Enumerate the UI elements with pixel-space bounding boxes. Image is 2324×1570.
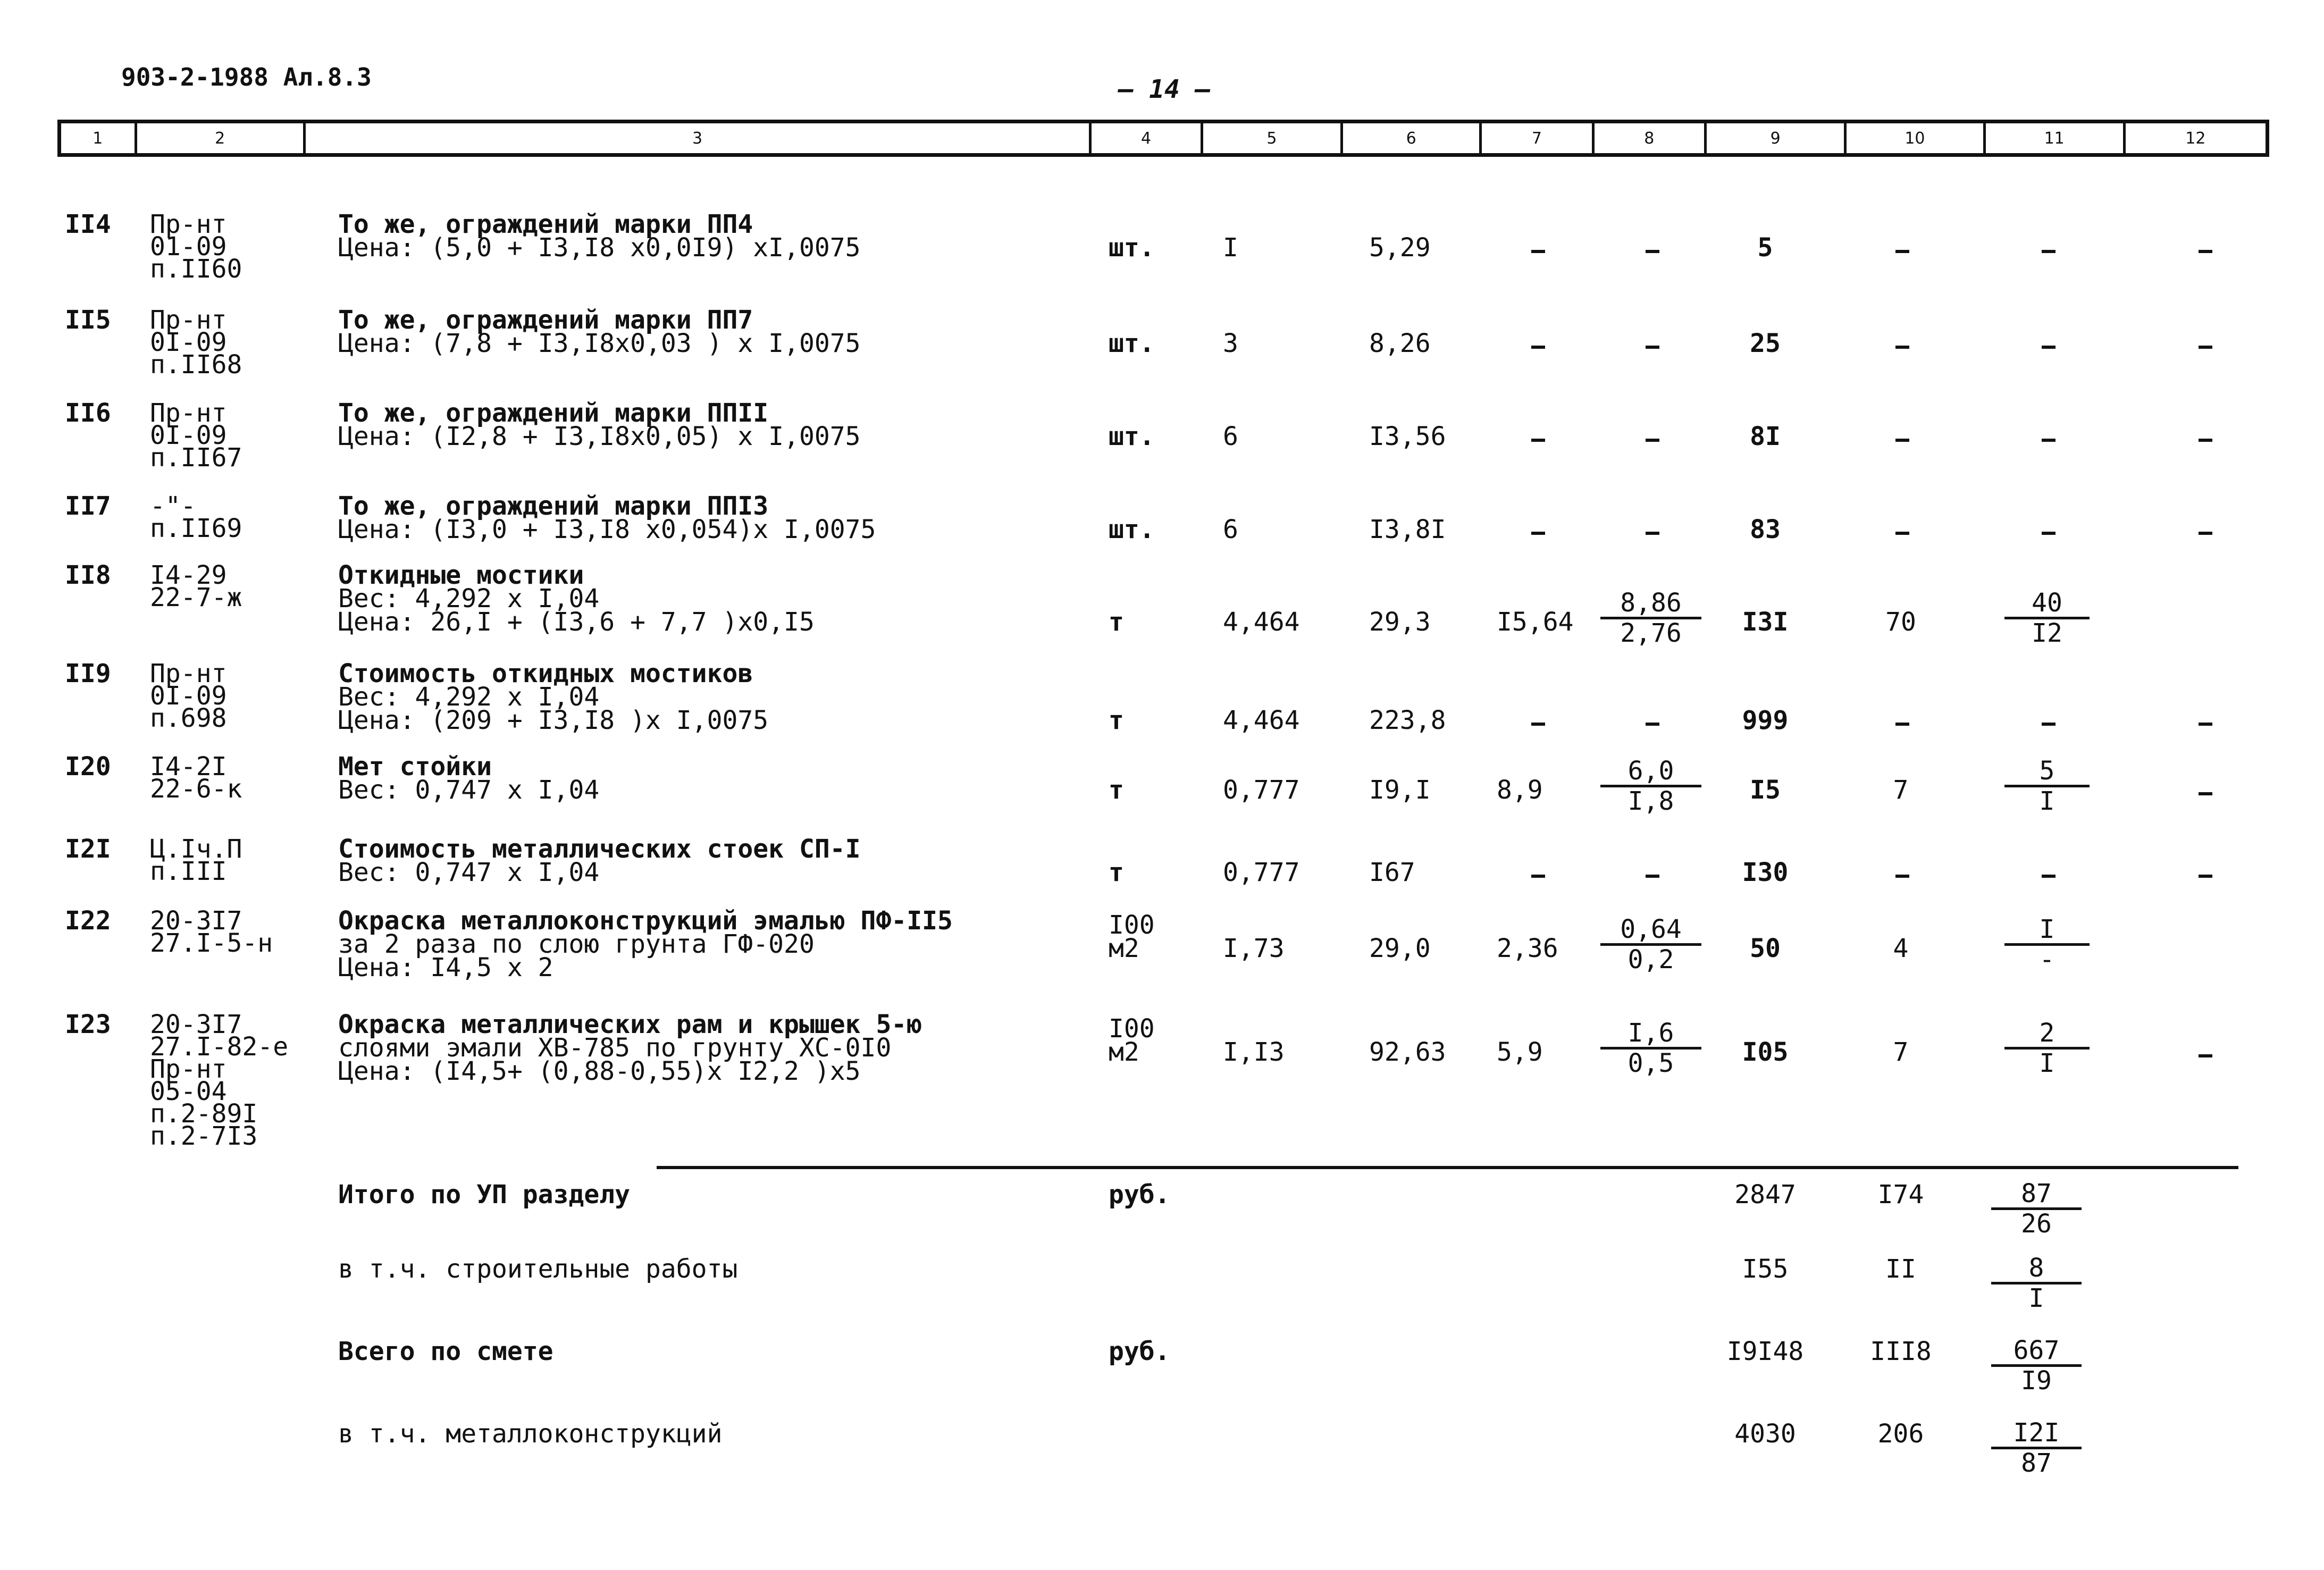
row-description-line: То же, ограждений марки ППII: [338, 398, 769, 428]
summary-col11-fraction: [1991, 1180, 2082, 1238]
row-col11-fraction: [2004, 589, 2090, 647]
summary-col11-numerator: I2I: [1991, 1419, 2082, 1449]
row-quantity: I: [1223, 233, 1238, 263]
row-description-line: за 2 раза по слою грунта ГФ-020: [338, 929, 815, 959]
row-unit: I00 м2: [1109, 910, 1155, 963]
summary-unit: руб.: [1109, 1180, 1170, 1210]
row-unit-price: 92,63: [1369, 1037, 1446, 1067]
row-col7: [1531, 532, 1545, 535]
summary-col11-denominator: I9: [2021, 1366, 2052, 1396]
row-reference-line: Пр-нт: [150, 305, 227, 335]
row-description-line: Вес: 4,292 х I,04: [338, 682, 600, 712]
row-reference-line: 01-09: [150, 232, 227, 262]
row-col11: [2042, 875, 2055, 878]
row-reference-line: п.II60: [150, 254, 242, 284]
column-header: 11: [1986, 123, 2126, 153]
row-number: I20: [65, 752, 111, 782]
row-description-line: Цена: (5,0 + I3,I8 х0,0I9) хI,0075: [338, 233, 861, 263]
row-quantity: 4,464: [1223, 706, 1300, 735]
summary-col11-denominator: 87: [2021, 1448, 2052, 1478]
row-description-line: Цена: (I2,8 + I3,I8х0,05) х I,0075: [338, 422, 861, 451]
row-quantity: 3: [1223, 329, 1238, 358]
row-description-line: Цена: I4,5 х 2: [338, 953, 553, 983]
row-col8-fraction-denominator: I,8: [1627, 786, 1674, 816]
row-col11: [2042, 250, 2055, 253]
row-unit: т: [1109, 706, 1124, 735]
row-reference-line: 0I-09: [150, 421, 227, 450]
row-unit-price: I3,56: [1369, 422, 1446, 451]
row-reference-line: I4-29: [150, 560, 227, 590]
row-unit-price: I67: [1369, 858, 1415, 887]
row-reference-line: п.III: [150, 857, 227, 886]
row-col8-fraction-denominator: 2,76: [1620, 618, 1682, 648]
row-reference-line: Ц.Iч.П: [150, 834, 242, 864]
row-col11-fraction-numerator: 5: [2004, 757, 2090, 787]
row-unit: шт.: [1109, 233, 1155, 263]
row-unit-price: 8,26: [1369, 329, 1431, 358]
document-code: 903-2-1988 Ал.8.3: [121, 63, 372, 91]
row-number: I22: [65, 906, 111, 936]
row-col12: [2199, 1054, 2212, 1057]
row-unit-price: 223,8: [1369, 706, 1446, 735]
row-col11-fraction-numerator: 2: [2004, 1019, 2090, 1050]
column-header: 8: [1595, 123, 1707, 153]
row-col11: [2042, 439, 2055, 442]
row-col12: [2199, 532, 2212, 535]
row-col11-fraction-denominator: -: [2039, 945, 2055, 975]
row-col7: 8,9: [1497, 775, 1543, 805]
page-number: — 14 —: [1118, 74, 1211, 104]
row-col12: [2199, 439, 2212, 442]
total-separator-line: [657, 1166, 2238, 1169]
row-description-line: Цена: (209 + I3,I8 )х I,0075: [338, 706, 769, 735]
row-col10: [1895, 723, 1909, 726]
row-quantity: I,I3: [1223, 1037, 1285, 1067]
row-col7: [1531, 439, 1545, 442]
column-header: 6: [1343, 123, 1482, 153]
row-col11-fraction: [2004, 916, 2090, 973]
row-col8-fraction-numerator: I,6: [1600, 1019, 1701, 1050]
row-col7: [1531, 346, 1545, 349]
row-reference-line: 20-3I7: [150, 1010, 242, 1039]
row-col8: [1646, 346, 1659, 349]
row-total: I3I: [1742, 607, 1789, 637]
row-unit: шт.: [1109, 329, 1155, 358]
column-header: 9: [1707, 123, 1847, 153]
row-col8-fraction-numerator: 6,0: [1600, 757, 1701, 787]
row-col8-fraction-denominator: 0,5: [1627, 1048, 1674, 1078]
row-col8-fraction: [1600, 916, 1701, 973]
row-col11-fraction-numerator: 40: [2004, 589, 2090, 619]
row-quantity: 6: [1223, 515, 1238, 544]
row-unit: т: [1109, 607, 1124, 637]
row-description-line: Стоимость металлических стоек СП-I: [338, 834, 861, 864]
row-col12: [2199, 792, 2212, 795]
summary-label: Всего по смете: [338, 1337, 553, 1366]
row-unit: шт.: [1109, 515, 1155, 544]
column-header: 3: [306, 123, 1092, 153]
row-reference-line: п.II68: [150, 350, 242, 380]
summary-label: в т.ч. строительные работы: [338, 1254, 738, 1284]
row-description-line: То же, ограждений марки ПП7: [338, 305, 753, 335]
row-unit-price: I3,8I: [1369, 515, 1446, 544]
row-col11-fraction-denominator: I: [2039, 786, 2055, 816]
row-col7: I5,64: [1497, 607, 1574, 637]
row-description-line: Цена: (7,8 + I3,I8х0,03 ) х I,0075: [338, 329, 861, 358]
row-col7: [1531, 723, 1545, 726]
row-number: II6: [65, 398, 111, 428]
row-reference-line: 22-6-к: [150, 774, 242, 804]
row-number: II5: [65, 305, 111, 335]
row-unit: т: [1109, 775, 1124, 805]
summary-col11-fraction: [1991, 1419, 2082, 1477]
row-quantity: I,73: [1223, 934, 1285, 963]
column-header: 5: [1203, 123, 1343, 153]
row-number: I23: [65, 1010, 111, 1039]
summary-total: 2847: [1734, 1180, 1796, 1210]
row-col7: [1531, 875, 1545, 878]
summary-total: I55: [1742, 1254, 1789, 1284]
column-header: 10: [1847, 123, 1985, 153]
summary-total: I9I48: [1726, 1337, 1804, 1366]
row-unit: I00 м2: [1109, 1014, 1155, 1067]
row-description-line: Окраска металлоконструкций эмалью ПФ-II5: [338, 906, 953, 936]
row-description-line: Окраска металлических рам и крышек 5-ю: [338, 1010, 922, 1039]
summary-col11-fraction: [1991, 1337, 2082, 1395]
row-total: 999: [1742, 706, 1789, 735]
summary-col11-numerator: 8: [1991, 1254, 2082, 1284]
column-header: 7: [1482, 123, 1594, 153]
row-description-line: Цена: 26,I + (I3,6 + 7,7 )х0,I5: [338, 607, 815, 637]
row-reference-line: п.698: [150, 703, 227, 733]
summary-col11-denominator: 26: [2021, 1209, 2052, 1239]
row-col10: 7: [1893, 1037, 1909, 1067]
row-number: I2I: [65, 834, 111, 864]
row-col10: 70: [1885, 607, 1916, 637]
summary-label: в т.ч. металлоконструкций: [338, 1419, 723, 1449]
row-unit-price: 29,0: [1369, 934, 1431, 963]
row-quantity: 0,777: [1223, 858, 1300, 887]
row-col11: [2042, 532, 2055, 535]
row-total: I5: [1750, 775, 1781, 805]
row-col8-fraction: [1600, 1019, 1701, 1077]
row-col12: [2199, 250, 2212, 253]
row-total: I30: [1742, 858, 1789, 887]
row-col8: [1646, 250, 1659, 253]
row-col11-fraction-denominator: I2: [2032, 618, 2062, 648]
row-col11-fraction: [2004, 1019, 2090, 1077]
summary-col11-numerator: 87: [1991, 1180, 2082, 1210]
row-reference-line: 22-7-ж: [150, 583, 242, 612]
row-unit: т: [1109, 858, 1124, 887]
row-quantity: 0,777: [1223, 775, 1300, 805]
row-total: 8I: [1750, 422, 1781, 451]
row-reference-line: п.II67: [150, 443, 242, 473]
row-reference-line: Пр-нт: [150, 1054, 227, 1084]
row-reference-line: Пр-нт: [150, 209, 227, 239]
row-reference-line: 27.I-82-е: [150, 1032, 289, 1062]
row-col12: [2199, 346, 2212, 349]
summary-col11-fraction: [1991, 1254, 2082, 1312]
row-col7: [1531, 250, 1545, 253]
summary-col11-numerator: 667: [1991, 1337, 2082, 1367]
row-col10: [1895, 532, 1909, 535]
row-unit: шт.: [1109, 422, 1155, 451]
row-col8: [1646, 723, 1659, 726]
row-description-line: То же, ограждений марки ППI3: [338, 491, 769, 521]
row-col10: [1895, 250, 1909, 253]
row-quantity: 6: [1223, 422, 1238, 451]
row-reference-line: п.2-89I: [150, 1099, 258, 1129]
row-col7: 5,9: [1497, 1037, 1543, 1067]
row-unit-price: I9,I: [1369, 775, 1431, 805]
summary-col10: II: [1885, 1254, 1916, 1284]
row-description-line: Цена: (I3,0 + I3,I8 х0,054)х I,0075: [338, 515, 876, 544]
row-description-line: Мет стойки: [338, 752, 492, 782]
row-col8-fraction-numerator: 0,64: [1600, 916, 1701, 946]
row-number: II9: [65, 659, 111, 689]
row-col11: [2042, 346, 2055, 349]
row-reference-line: Пр-нт: [150, 398, 227, 428]
row-col10: [1895, 439, 1909, 442]
summary-col10: I74: [1877, 1180, 1924, 1210]
row-col10: [1895, 875, 1909, 878]
row-total: 25: [1750, 329, 1781, 358]
row-total: I05: [1742, 1037, 1789, 1067]
summary-col10: III8: [1870, 1337, 1932, 1366]
row-reference-line: I4-2I: [150, 752, 227, 782]
row-col12: [2199, 723, 2212, 726]
row-reference-line: п.2-7I3: [150, 1121, 258, 1151]
row-description-line: Цена: (I4,5+ (0,88-0,55)х I2,2 )х5: [338, 1056, 861, 1086]
row-col11-fraction-denominator: I: [2039, 1048, 2055, 1078]
row-col10: 4: [1893, 934, 1909, 963]
row-total: 50: [1750, 934, 1781, 963]
column-header-row: [57, 120, 2269, 157]
row-quantity: 4,464: [1223, 607, 1300, 637]
row-reference-line: 05-04: [150, 1077, 227, 1106]
summary-col11-denominator: I: [2028, 1283, 2044, 1313]
row-reference-line: 0I-09: [150, 681, 227, 711]
row-description-line: слоями эмали ХВ-785 по грунту ХС-0I0: [338, 1033, 892, 1063]
row-col7: 2,36: [1497, 934, 1558, 963]
summary-unit: руб.: [1109, 1337, 1170, 1366]
row-col10: [1895, 346, 1909, 349]
row-col8: [1646, 532, 1659, 535]
row-col8: [1646, 875, 1659, 878]
row-col8-fraction: [1600, 757, 1701, 815]
row-description-line: Вес: 0,747 х I,04: [338, 775, 600, 805]
column-header: 1: [61, 123, 137, 153]
row-col8-fraction: [1600, 589, 1701, 647]
row-col8: [1646, 439, 1659, 442]
row-reference-line: 0I-09: [150, 328, 227, 357]
row-col11-fraction-numerator: I: [2004, 916, 2090, 946]
row-description-line: Откидные мостики: [338, 560, 584, 590]
summary-col10: 206: [1877, 1419, 1924, 1449]
row-reference-line: 20-3I7: [150, 906, 242, 936]
row-reference-line: п.II69: [150, 514, 242, 543]
row-description-line: То же, ограждений марки ПП4: [338, 209, 753, 239]
row-description-line: Вес: 0,747 х I,04: [338, 858, 600, 887]
row-number: II7: [65, 491, 111, 521]
row-reference-line: -"-: [150, 491, 196, 521]
row-col10: 7: [1893, 775, 1909, 805]
column-header: 12: [2185, 129, 2206, 148]
row-number: II8: [65, 560, 111, 590]
row-description-line: Вес: 4,292 х I,04: [338, 584, 600, 614]
summary-label: Итого по УП разделу: [338, 1180, 631, 1210]
summary-total: 4030: [1734, 1419, 1796, 1449]
row-reference-line: Пр-нт: [150, 659, 227, 689]
row-col11: [2042, 723, 2055, 726]
row-total: 5: [1757, 233, 1773, 263]
column-header: 2: [137, 123, 306, 153]
row-unit-price: 5,29: [1369, 233, 1431, 263]
row-col11-fraction: [2004, 757, 2090, 815]
row-col12: [2199, 875, 2212, 878]
column-header: 4: [1092, 123, 1203, 153]
row-total: 83: [1750, 515, 1781, 544]
row-col8-fraction-numerator: 8,86: [1600, 589, 1701, 619]
row-number: II4: [65, 209, 111, 239]
row-description-line: Стоимость откидных мостиков: [338, 659, 753, 689]
row-col8-fraction-denominator: 0,2: [1627, 945, 1674, 975]
row-unit-price: 29,3: [1369, 607, 1431, 637]
row-reference-line: 27.I-5-н: [150, 928, 273, 958]
